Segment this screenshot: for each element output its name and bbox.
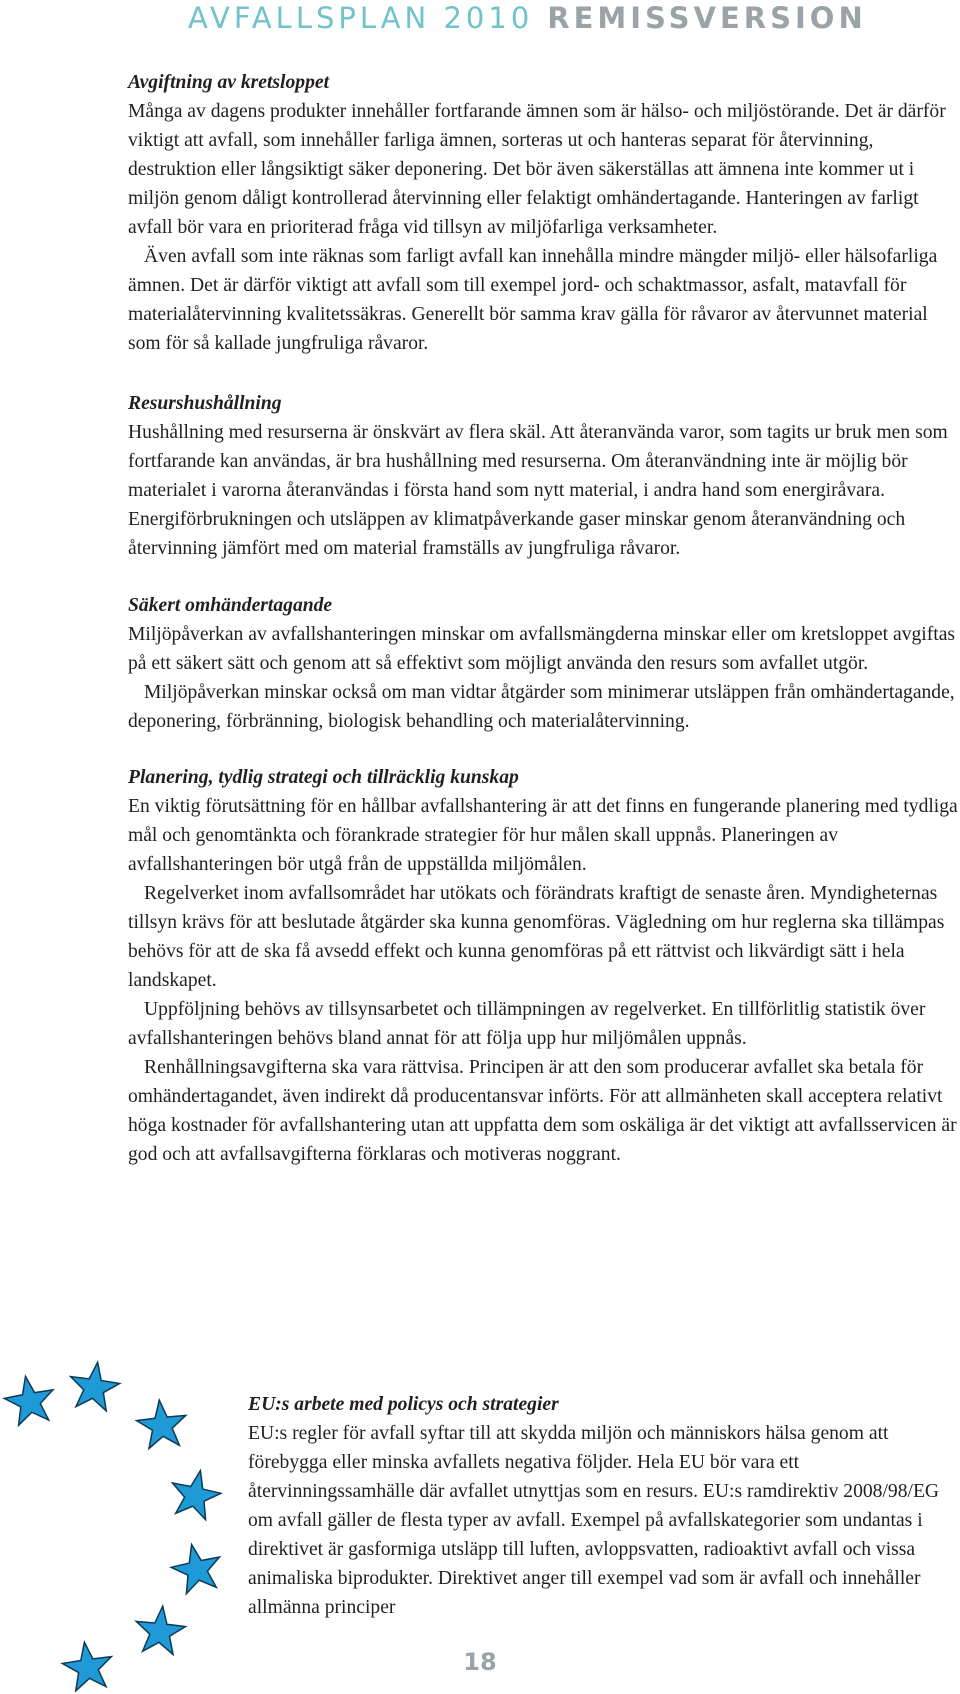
- paragraph: Många av dagens produkter innehåller fortfarande ämnen som är hälso- och miljöstörande. Det är därför viktigt att avfall, som innehåller farliga ämnen, sorteras ut och hanteras separat för återvinning, destruktion eller långsiktigt säker deponering. Det bör även säkerställas att ämnena inte kommer ut i miljön genom dåligt kontrollerad återvinning eller felaktigt omhändertagande. Hanteringen av farligt avfall bör vara en prioriterad fråga vid tillsyn av miljöfarliga verksamheter.: [128, 101, 946, 238]
- eu-star-icon: [1, 1372, 58, 1427]
- running-header: [188, 0, 908, 36]
- box-paragraph: EU:s regler för avfall syftar till att skydda miljön och människors hälsa genom att förebygga eller minska avfallets negativa följder. Hela EU bör vara ett återvinningssamhälle där avfallet utnyttjas som en resurs. EU:s ramdirektiv 2008/98/EG om avfall gäller de flesta typer av avfall. Exempel på avfallskategorier som undantas i direktivet är gasformiga utsläpp till luften, avloppsvatten, radioaktivt avfall och vissa animaliska biprodukter. Direktivet anger till exempel vad som är avfall och innehåller allmänna principer: [248, 1423, 940, 1618]
- header-title: AVFALLSPLAN 2010: [188, 1, 534, 35]
- paragraph: Hushållning med resurserna är önskvärt av flera skäl. Att återanvända varor, som tagits ur bruk men som fortfarande kan användas, är bra hushållning med resurserna. Om återanvändning inte är möjlig bör materialet i varorna återanvändas i första hand som nytt material, i andra hand som energiråvara. Energiförbrukningen och utsläppen av klimatpåverkande gaser minskar genom återanvändning och återvinning jämfört med om material framställs av jungfruliga råvaror.: [128, 422, 948, 559]
- eu-policy-box: [248, 1390, 960, 1622]
- eu-star-icon: [135, 1398, 189, 1450]
- section-sakert-omhandertagande: [128, 591, 960, 736]
- paragraph: Uppföljning behövs av tillsynsarbetet och tillämpningen av regelverket. En tillförlitlig statistik över avfallshanteringen behövs bland annat för att följa upp hur miljömålen uppnås.: [128, 999, 926, 1049]
- section-heading: Resurshushållning: [128, 393, 282, 414]
- paragraph: Även avfall som inte räknas som farligt avfall kan innehålla mindre mängder miljö- eller hälsofarliga ämnen. Det är därför viktigt att avfall som till exempel jord- och schaktmassor, asfalt, matavfall för materialåtervinning kvalitetssäkras. Generellt bör samma krav gälla för råvaror av återvunnet material som för så kallade jungfruliga råvaror.: [128, 246, 938, 354]
- paragraph: Regelverket inom avfallsområdet har utökats och förändrats kraftigt de senaste åren. Myndigheternas tillsyn krävs för att beslutade åtgärder ska kunna genomföras. Vägledning om hur reglerna ska tillämpas behövs för att de ska få avsedd effekt och kunna genomföras på ett rättvist och likvärdigt sätt i hela landskapet.: [128, 883, 945, 991]
- section-planering: [128, 763, 960, 1169]
- section-avgiftning: [128, 68, 960, 358]
- star-group: [1, 1360, 225, 1692]
- paragraph: Renhållningsavgifterna ska vara rättvisa. Principen är att den som producerar avfallet ska betala för omhändertagandet, även indirekt då producentansvar införts. För att allmänheten skall acceptera relativt höga kostnader för avfallshantering utan att uppfatta dem som oskäliga är det viktigt att avfallsservicen är god och att avfallsavgifterna förklaras och motiveras noggrant.: [128, 1057, 957, 1165]
- box-heading: EU:s arbete med policys och strategier: [248, 1394, 559, 1415]
- main-text-column: [128, 68, 960, 1200]
- paragraph: En viktig förutsättning för en hållbar avfallshantering är att det finns en fungerande planering med tydliga mål och genomtänkta och förankrade strategier för hur målen skall uppnås. Planeringen av avfallshanteringen bör utgå från de uppställda miljömålen.: [128, 796, 958, 875]
- section-heading: Säkert omhändertagande: [128, 595, 333, 616]
- paragraph: Miljöpåverkan minskar också om man vidtar åtgärder som minimerar utsläppen från omhändertagande, deponering, förbränning, biologisk behandling och materialåtervinning.: [128, 682, 955, 732]
- paragraph: Miljöpåverkan av avfallshanteringen minskar om avfallsmängderna minskar eller om kretsloppet avgiftas på ett säkert sätt och genom att så effektivt som möjligt använda den resurs som avfallet utgör.: [128, 624, 956, 674]
- eu-star-icon: [67, 1360, 122, 1412]
- header-version: REMISSVERSION: [547, 1, 867, 35]
- eu-stars-decoration: [0, 1360, 240, 1694]
- page-number: 18: [463, 1648, 497, 1676]
- eu-star-icon: [166, 1465, 224, 1521]
- eu-star-icon: [167, 1539, 225, 1595]
- section-heading: Avgiftning av kretsloppet: [128, 72, 330, 93]
- section-resurshushallning: [128, 389, 960, 563]
- section-heading: Planering, tydlig strategi och tillräcklig kunskap: [128, 767, 519, 788]
